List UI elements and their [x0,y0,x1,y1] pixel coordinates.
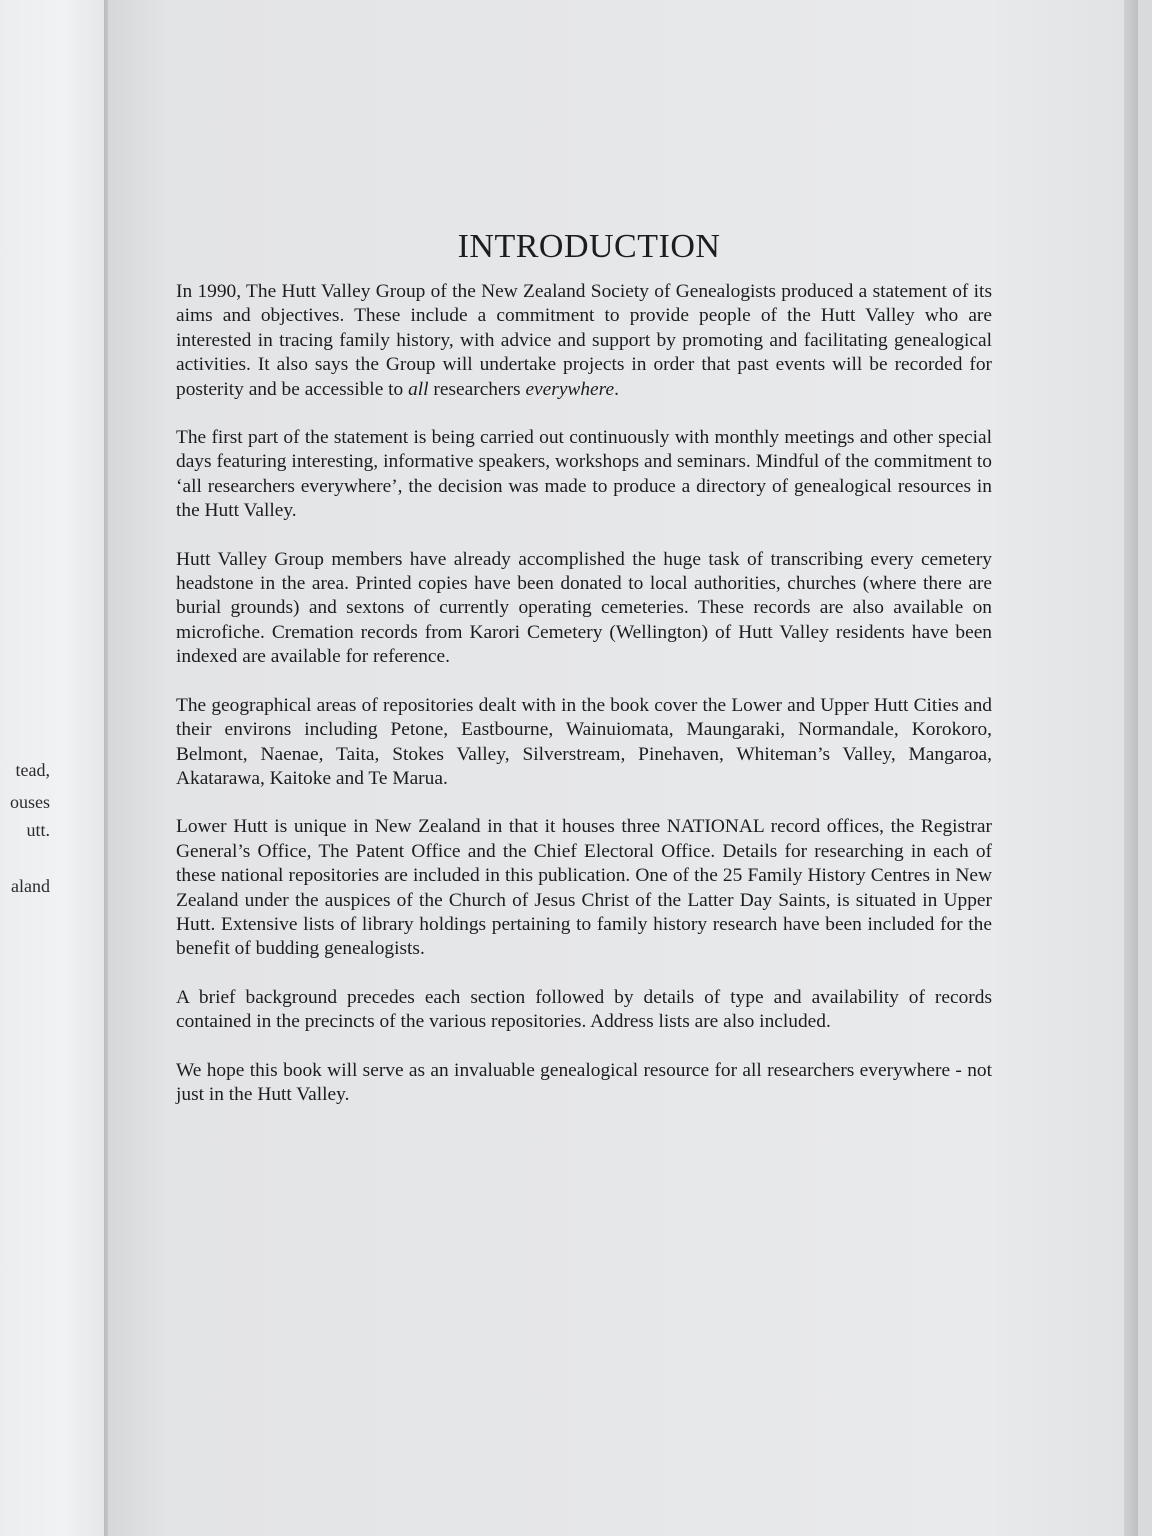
left-page-text-fragment: utt. [26,820,50,840]
intro-paragraph: The first part of the statement is being carried out continuously with monthly meetings and other special days featuring interesting, informative speakers, workshops and seminars. Mindful of the commitment to ‘all researchers everywhere’, the decision was made to produce a directory of genealogical resources in the Hutt Valley. [176,427,992,522]
left-page [0,0,104,1536]
page-title: INTRODUCTION [457,228,721,265]
left-page-text-fragment: ouses [10,792,50,812]
intro-paragraph: A brief background precedes each section followed by details of type and availability of records contained in the precincts of the various repositories. Address lists are also included. [176,986,992,1033]
left-page-text-fragment: tead, [15,760,50,780]
intro-paragraph: The geographical areas of repositories dealt with in the book cover the Lower and Upper Hutt Cities and their environs including Petone, Eastbourne, Wainuiomata, Maungaraki, Normandale, Korokoro, Belmont, Naenae, Taita, Stokes Valley, Silverstream, Pinehaven, Whiteman’s Valley, Mangaroa, Akatarawa, Kaitoke and Te Marua. [176,694,992,789]
introduction-section [176,228,992,1131]
intro-paragraph: Lower Hutt is unique in New Zealand in that it houses three NATIONAL record offices, the Registrar General’s Office, The Patent Office and the Chief Electoral Office. Details for researching in each of these national repositories are included in this publication. One of the 25 Family History Centres in New Zealand under the auspices of the Church of Jesus Christ of the Latter Day Saints, is situated in Upper Hutt. Extensive lists of library holdings pertaining to family history research have been included for the benefit of budding genealogists. [176,816,992,960]
page-edge [1124,0,1138,1536]
left-page-text-fragment: aland [11,876,50,896]
intro-paragraph: We hope this book will serve as an invaluable genealogical resource for all researchers everywhere - not just in the Hutt Valley. [176,1059,992,1105]
intro-paragraph: Hutt Valley Group members have already accomplished the huge task of transcribing every cemetery headstone in the area. Printed copies have been donated to local authorities, churches (where there are burial grounds) and sextons of currently operating cemeteries. These records are also available on microfiche. Cremation records from Karori Cemetery (Wellington) of Hutt Valley residents have been indexed are available for reference. [176,548,992,668]
intro-paragraph: In 1990, The Hutt Valley Group of the New Zealand Society of Genealogists produced a statement of its aims and objectives. These include a commitment to provide people of the Hutt Valley who are interested in tracing family history, with advice and support by promoting and facilitating genealogical activities. It also says the Group will undertake projects in order that past events will be recorded for posterity and be accessible to all researchers everywhere. [176,281,992,400]
